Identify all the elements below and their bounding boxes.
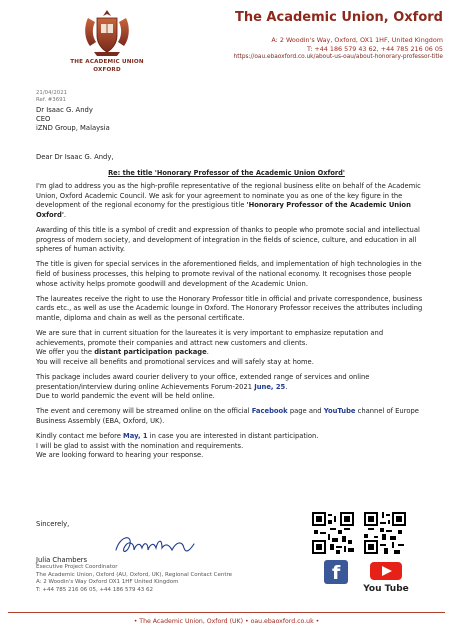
offer-prefix: We offer you the: [36, 348, 93, 357]
paragraph-8-line-2: I will be glad to assist with the nomination and requirements.: [36, 441, 244, 450]
paragraph-8-line-1: [36, 432, 424, 442]
offer-package: distant participation package: [94, 348, 207, 357]
youtube-label: You Tube: [363, 584, 409, 594]
youtube-icon[interactable]: [363, 560, 409, 596]
letter-body: [36, 182, 424, 467]
header-url-link[interactable]: https://oau.ebaoxford.co.uk/about-us-oau/about-honorary-professor-title: [233, 54, 443, 60]
signer-name: Julia Chambers: [36, 556, 88, 564]
letter-date: 21/04/2021: [36, 90, 68, 96]
paragraph-1-end: .: [63, 210, 67, 219]
qr-code-facebook[interactable]: [312, 512, 354, 554]
forum-date: June, 25: [254, 382, 286, 391]
paragraph-8-suffix: in case you are interested in distant participation.: [149, 432, 319, 441]
paragraph-7: [36, 407, 424, 426]
paragraph-5-text: We are sure that in current situation for the laureates it is very important to emphasize reputation and achievements, promote their companies and attract new customers and clients.: [36, 329, 384, 347]
recipient-position: CEO: [36, 115, 51, 123]
qr-code-youtube[interactable]: [364, 512, 406, 554]
paragraph-3: The title is given for special services in the aforementioned fields, and implementation of high technologies in the field of business processes, this helping to promote revival of the national economy. It recognises those people whose activity helps promote goodwill and development of the Academic Union.: [36, 260, 422, 288]
letter-meta: [36, 90, 67, 104]
paragraph-8-line-3: We are looking forward to hearing your response.: [36, 451, 204, 460]
paragraph-8-prefix: Kindly contact me before: [36, 432, 121, 441]
honorary-title: 'Honorary Professor of the Academic Union Oxford': [36, 201, 411, 219]
signer-phone: T: +44 785 216 06 05, +44 186 579 43 62: [36, 586, 154, 593]
header-address: A: 2 Woodin's Way, Oxford, OX1 1HF, United Kingdom: [271, 36, 443, 44]
signer-address: A: 2 Woodin's Way Oxford OX1 1HF United Kingdom: [36, 579, 179, 586]
facebook-link[interactable]: Facebook: [251, 407, 288, 416]
paragraph-6-line-2: Due to world pandemic the event will be held online.: [36, 392, 215, 401]
facebook-icon[interactable]: [324, 560, 348, 584]
academic-union-logo: [52, 8, 162, 74]
signer-org: The Academic Union, Oxford (AU, Oxford, UK), Regional Contact Centre: [36, 571, 233, 578]
organisation-title: The Academic Union, Oxford: [234, 10, 443, 25]
facebook-glyph: f: [332, 562, 341, 584]
paragraph-5: [36, 329, 424, 367]
signer-block: [36, 556, 232, 594]
recipient-name: Dr Isaac G. Andy: [36, 106, 93, 114]
paragraph-6-end: .: [285, 382, 288, 391]
closing: Sincerely,: [36, 520, 70, 528]
paragraph-4: The laureates receive the right to use the Honorary Professor title in official and private correspondence, business cards etc., as well as use the Academic lounge in Oxford. The Honorary Professor receives the attributes including mantle, diploma and chain as well as the personal certificate.: [36, 294, 423, 322]
crest-icon: [78, 8, 136, 58]
recipient-company: iZND Group, Malaysia: [36, 124, 110, 132]
paragraph-1-text: I'm glad to address you as the high-profile representative of the regional business elite on behalf of the Academic Union, Oxford Academic Council. We ask for your agreement to nominate you as one of the key figure in the development of the regional economy for the prestigious title: [36, 182, 421, 210]
paragraph-6-text: This package includes award courier delivery to your office, extended range of services and online presentation/interview during online Achievements Forum-2021: [36, 373, 370, 391]
paragraph-5-line-3: You will receive all benefits and promotional services and will safely stay at home.: [36, 357, 314, 366]
paragraph-6: [36, 373, 424, 402]
contact-deadline: May, 1: [123, 432, 148, 441]
paragraph-7-suffix: channel of Europe Business Assembly (EBA, Oxford, UK).: [36, 407, 419, 426]
header-contact: [234, 36, 443, 62]
salutation: Dear Dr Isaac G. Andy,: [36, 153, 114, 161]
logo-text-line-2: OXFORD: [93, 67, 121, 73]
offer-line: [36, 348, 424, 358]
letter-ref: Ref. #3691: [36, 97, 66, 103]
footer: • The Academic Union, Oxford (UK) • oau.ebaoxford.co.uk •: [133, 618, 320, 625]
offer-end: .: [206, 348, 209, 357]
header-phone: T: +44 186 579 43 62, +44 785 216 06 05: [307, 44, 443, 53]
paragraph-1: [36, 182, 424, 220]
subject-line: Re: the title 'Honorary Professor of the Academic Union Oxford': [108, 169, 345, 177]
paragraph-2: Awarding of this title is a symbol of credit and expression of thanks to people who promote social and intellectual progress of modern society, and development of integration in the fields of science, culture, and education in all spheres of human activity.: [36, 225, 420, 254]
logo-text-line-1: THE ACADEMIC UNION: [70, 59, 144, 65]
youtube-link[interactable]: YouTube: [323, 407, 356, 416]
paragraph-8: [36, 432, 424, 461]
paragraph-7-middle: page and: [289, 407, 322, 416]
footer-divider: [8, 612, 445, 613]
signer-role: Executive Project Coordinator: [36, 564, 118, 570]
paragraph-7-prefix: The event and ceremony will be streamed online on the official: [36, 407, 250, 416]
recipient-block: [36, 106, 110, 133]
